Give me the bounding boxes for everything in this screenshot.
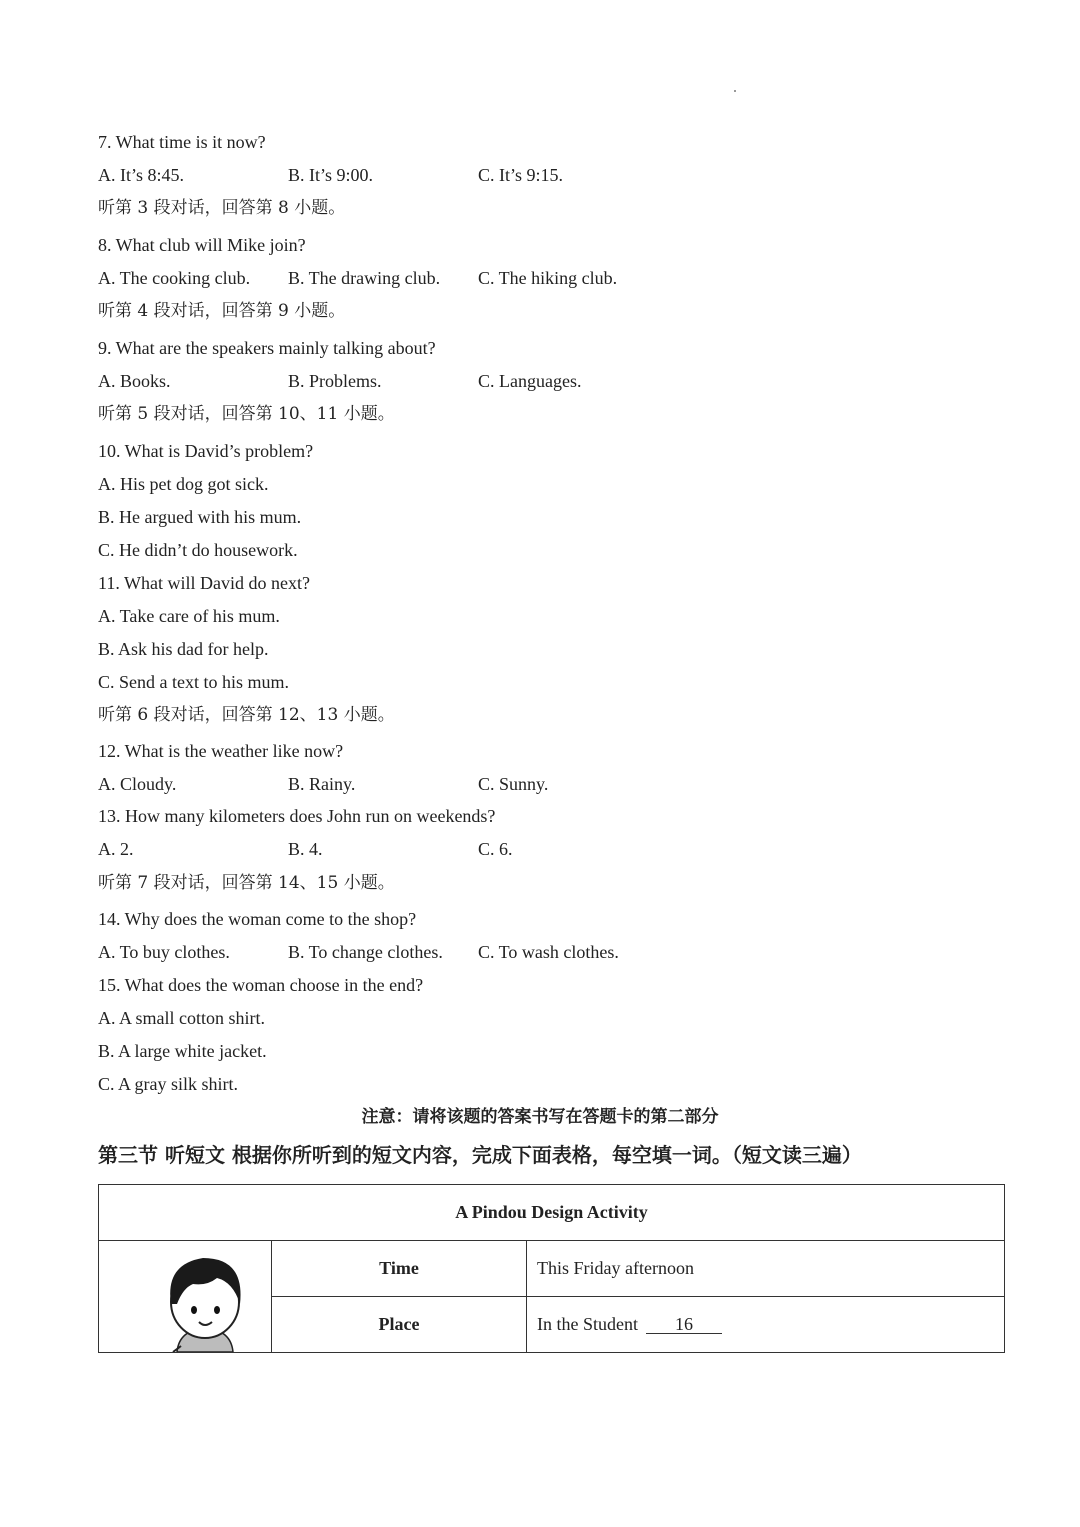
- stray-mark: [734, 90, 736, 92]
- q7-option-b: B. It’s 9:00.: [288, 165, 374, 185]
- q8-option-b: B. The drawing club.: [288, 268, 441, 288]
- q12-option-b: B. Rainy.: [288, 774, 356, 794]
- question-10: 10. What is David’s problem?: [98, 441, 314, 461]
- instruction-6: 听第 6 段对话，回答第 12、13 小题。: [98, 705, 395, 725]
- q10-option-c: C. He didn’t do housework.: [98, 540, 298, 560]
- answer-note: 注意：请将该题的答案书写在答题卡的第二部分: [361, 1107, 719, 1127]
- q12-option-a: A. Cloudy.: [98, 774, 177, 794]
- value-time: This Friday afternoon: [527, 1241, 1005, 1297]
- value-place: [527, 1297, 1005, 1353]
- q11-option-a: A. Take care of his mum.: [98, 606, 280, 626]
- section-3-heading: 第三节 听短文 根据你所听到的短文内容，完成下面表格，每空填一词。（短文读三遍）: [98, 1143, 862, 1167]
- q8-option-a: A. The cooking club.: [98, 268, 251, 288]
- illustration-cell: [99, 1241, 272, 1353]
- q10-option-b: B. He argued with his mum.: [98, 507, 302, 527]
- child-illustration: [99, 1242, 271, 1352]
- q13-option-b: B. 4.: [288, 839, 323, 859]
- q15-option-c: C. A gray silk shirt.: [98, 1074, 239, 1094]
- label-time: Time: [272, 1241, 527, 1297]
- q14-option-a: A. To buy clothes.: [98, 942, 230, 962]
- q10-option-a: A. His pet dog got sick.: [98, 474, 269, 494]
- q13-option-c: C. 6.: [478, 839, 513, 859]
- q11-option-c: C. Send a text to his mum.: [98, 672, 289, 692]
- q9-option-a: A. Books.: [98, 371, 171, 391]
- question-13: 13. How many kilometers does John run on weekends?: [98, 806, 496, 826]
- question-9: 9. What are the speakers mainly talking about?: [98, 338, 436, 358]
- q9-option-b: B. Problems.: [288, 371, 382, 391]
- q14-option-c: C. To wash clothes.: [478, 942, 619, 962]
- q7-option-a: A. It’s 8:45.: [98, 165, 185, 185]
- activity-table: [98, 1184, 1005, 1353]
- instruction-3: 听第 3 段对话，回答第 8 小题。: [98, 198, 346, 218]
- instruction-7: 听第 7 段对话，回答第 14、15 小题。: [98, 873, 395, 893]
- table-title: A Pindou Design Activity: [99, 1185, 1005, 1241]
- answer-blank-16[interactable]: 16: [646, 1315, 722, 1334]
- q15-option-a: A. A small cotton shirt.: [98, 1008, 266, 1028]
- question-12: 12. What is the weather like now?: [98, 741, 344, 761]
- question-11: 11. What will David do next?: [98, 573, 310, 593]
- question-15: 15. What does the woman choose in the end?: [98, 975, 424, 995]
- q11-option-b: B. Ask his dad for help.: [98, 639, 269, 659]
- q13-option-a: A. 2.: [98, 839, 134, 859]
- instruction-5: 听第 5 段对话，回答第 10、11 小题。: [98, 404, 395, 424]
- q7-option-c: C. It’s 9:15.: [478, 165, 564, 185]
- q12-option-c: C. Sunny.: [478, 774, 549, 794]
- q15-option-b: B. A large white jacket.: [98, 1041, 267, 1061]
- label-place: Place: [272, 1297, 527, 1353]
- instruction-4: 听第 4 段对话，回答第 9 小题。: [98, 301, 346, 321]
- question-14: 14. Why does the woman come to the shop?: [98, 909, 417, 929]
- q9-option-c: C. Languages.: [478, 371, 582, 391]
- place-text: In the Student: [537, 1314, 638, 1334]
- question-7: 7. What time is it now?: [98, 132, 266, 152]
- q8-option-c: C. The hiking club.: [478, 268, 618, 288]
- q14-option-b: B. To change clothes.: [288, 942, 443, 962]
- question-8: 8. What club will Mike join?: [98, 235, 306, 255]
